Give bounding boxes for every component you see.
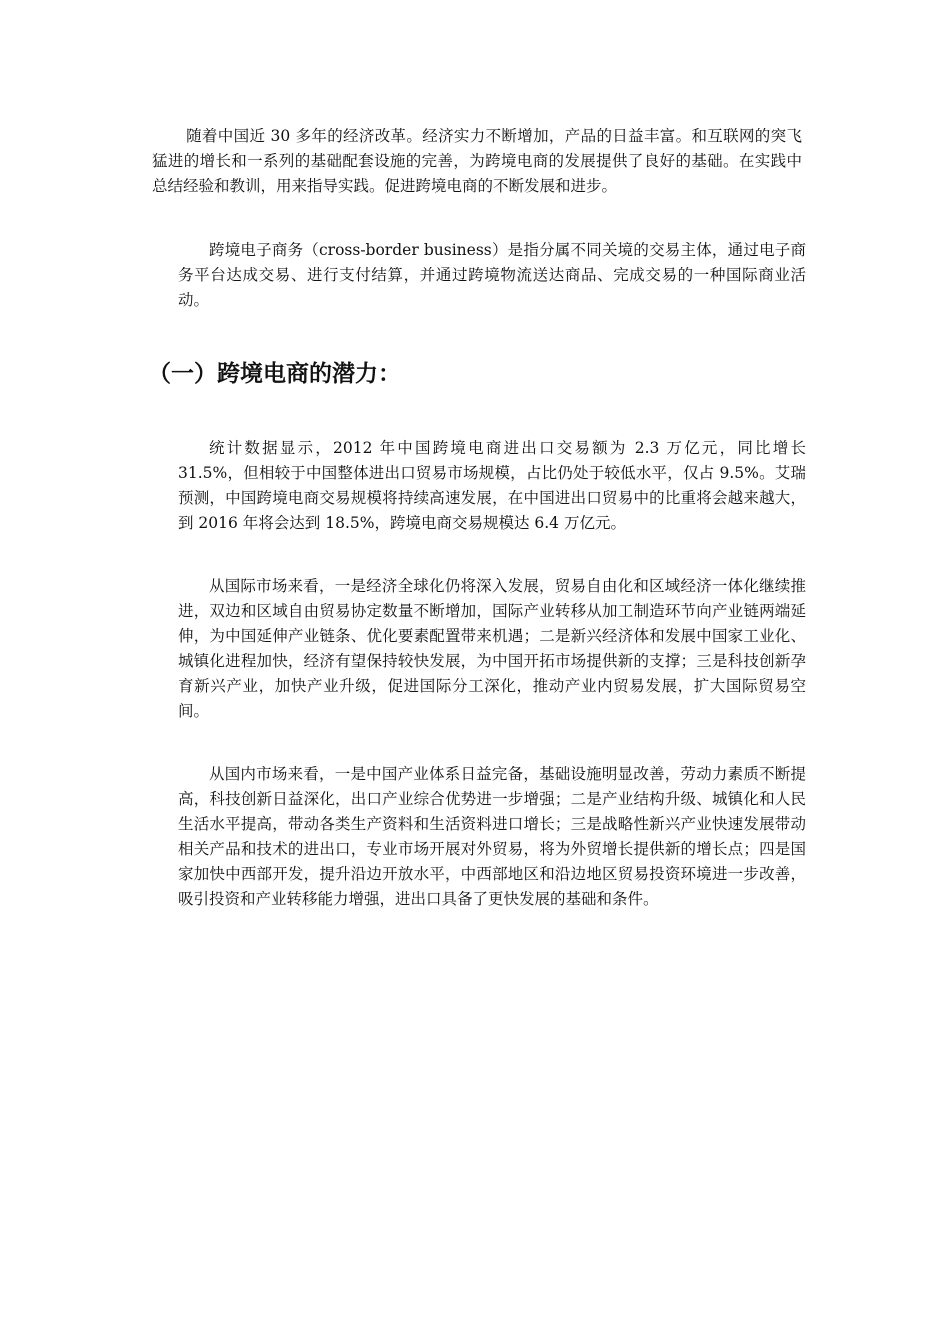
intro-paragraph: 随着中国近 30 多年的经济改革。经济实力不断增加，产品的日益丰富。和互联网的突飞猛进的增长和一系列的基础配套设施的完善，为跨境电商的发展提供了良好的基础。在实践中总结经验和教训，用来指导实践。促进跨境电商的不断发展和进步。 — [152, 127, 802, 195]
definition-paragraph: 跨境电子商务（cross-border business）是指分属不同关境的交易主体，通过电子商务平台达成交易、进行支付结算，并通过跨境物流送达商品、完成交易的一种国际商业活动。 — [178, 241, 806, 309]
domestic-market-paragraph: 从国内市场来看，一是中国产业体系日益完备，基础设施明显改善，劳动力素质不断提高，科技创新日益深化，出口产业综合优势进一步增强；二是产业结构升级、城镇化和人民生活水平提高，带动各类生产资料和生活资料进口增长；三是战略性新兴产业快速发展带动相关产品和技术的进出口，专业市场开展对外贸易，将为外贸增长提供新的增长点；四是国家加快中西部开发，提升沿边开放水平，中西部地区和沿边地区贸易投资环境进一步改善，吸引投资和产业转移能力增强，进出口具备了更快发展的基础和条件。 — [178, 765, 806, 908]
statistics-paragraph: 统计数据显示，2012 年中国跨境电商进出口交易额为 2.3 万亿元，同比增长 31.5%，但相较于中国整体进出口贸易市场规模，占比仍处于较低水平，仅占 9.5%。艾瑞预测，中国跨境电商交易规模将持续高速发展，在中国进出口贸易中的比重将会越来越大，到 2016 年将会达到 18.5%，跨境电商交易规模达 6.4 万亿元。 — [178, 439, 806, 532]
section-heading: （一）跨境电商的潜力： — [148, 361, 401, 387]
international-market-paragraph: 从国际市场来看，一是经济全球化仍将深入发展，贸易自由化和区域经济一体化继续推进，双边和区域自由贸易协定数量不断增加，国际产业转移从加工制造环节向产业链两端延伸，为中国延伸产业链条、优化要素配置带来机遇；二是新兴经济体和发展中国家工业化、城镇化进程加快，经济有望保持较快发展，为中国开拓市场提供新的支撑；三是科技创新孕育新兴产业，加快产业升级，促进国际分工深化，推动产业内贸易发展，扩大国际贸易空间。 — [178, 577, 806, 720]
